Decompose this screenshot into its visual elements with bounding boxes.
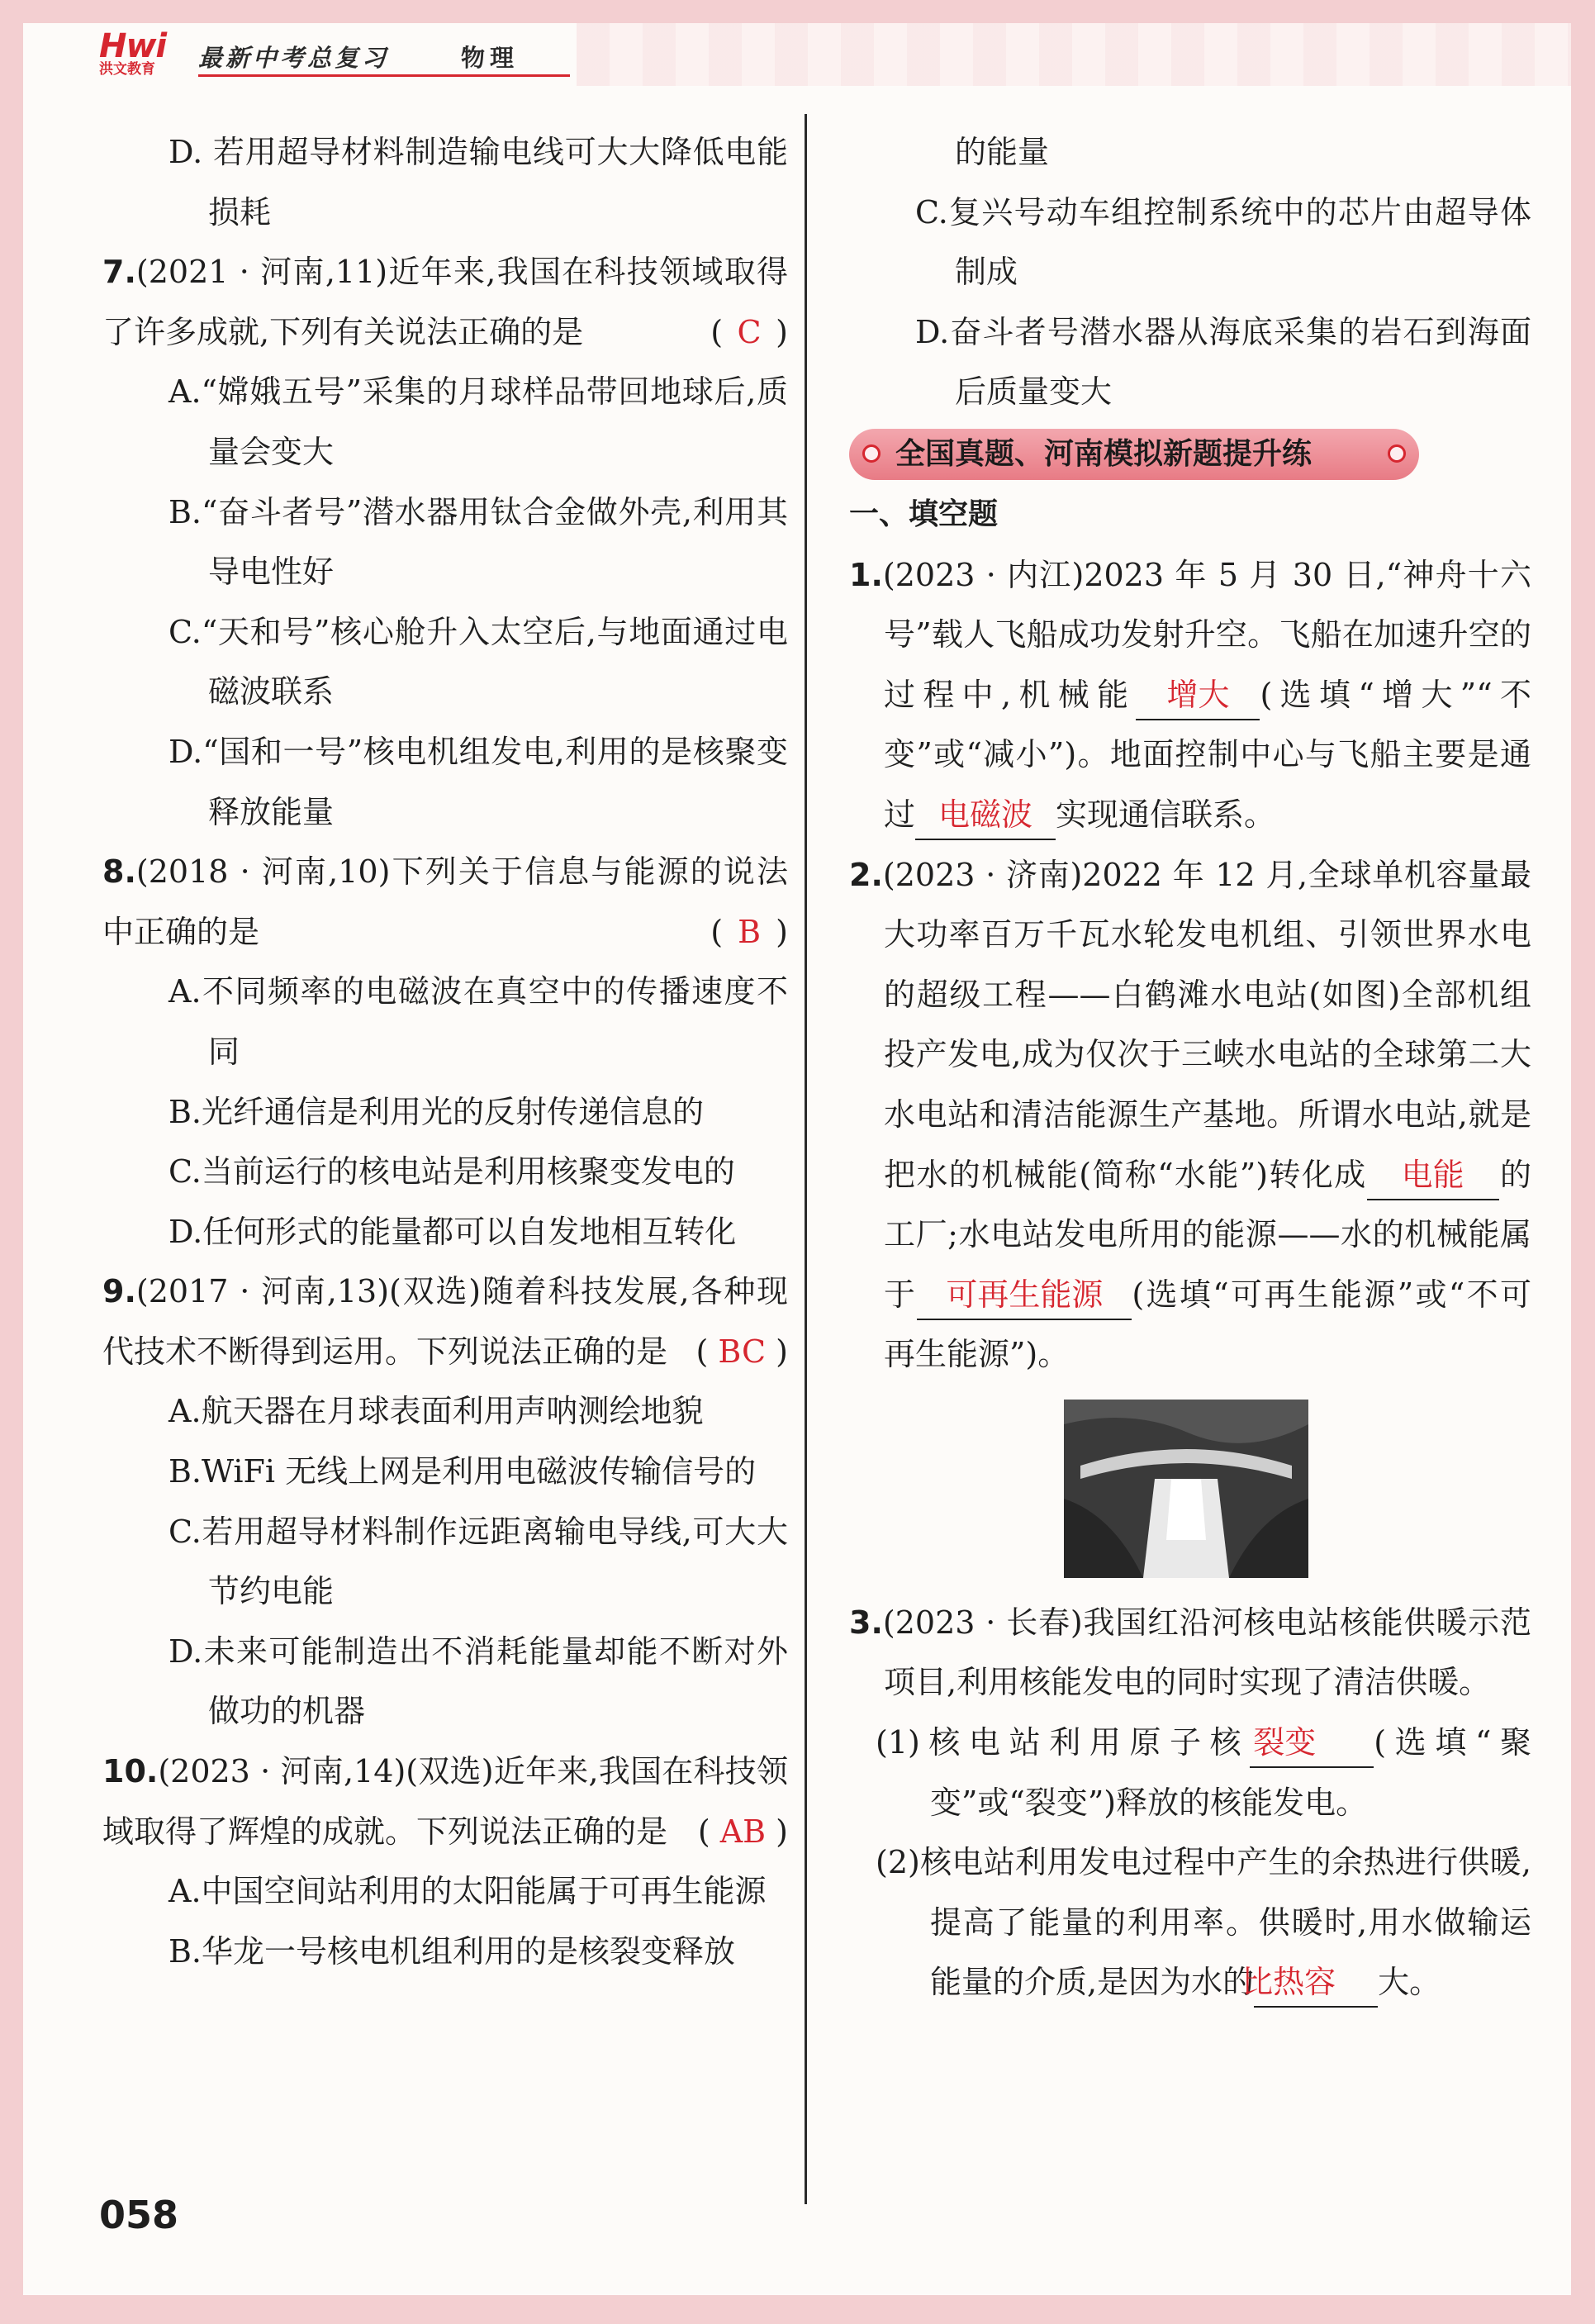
banner-dot-right (1388, 444, 1406, 463)
banner-title: 全国真题、河南模拟新题提升练 (895, 436, 1313, 471)
option-c: C.复兴号动车组控制系统中的芯片由超导体制成 (915, 193, 1531, 291)
question-number: 9. (102, 1273, 136, 1310)
page-number: 058 (99, 2193, 179, 2237)
question-stem: (2021 · 河南,11)近年来,我国在科技领域取得了许多成就,下列有关说法正确的是 (102, 254, 788, 350)
question-number: 2. (849, 856, 883, 893)
section-banner (849, 429, 1419, 480)
column-divider (805, 114, 807, 2204)
answer-bracket: ( C ) (710, 302, 788, 363)
right-column (849, 122, 1531, 2013)
question-stem: (2017 · 河南,13)(双选)随着科技发展,各种现代技术不断得到运用。下列说法正确的是 (102, 1273, 788, 1370)
answer-blank: 比热容 (1254, 1958, 1378, 2008)
question-8 (102, 842, 788, 962)
section-heading: 一、填空题 (849, 497, 999, 531)
answer: B (738, 913, 762, 950)
option-a: A.航天器在月球表面利用声呐测绘地貌 (169, 1393, 704, 1430)
page (23, 23, 1571, 2295)
option-b: B.光纤通信是利用光的反射传递信息的 (169, 1093, 705, 1130)
answer: C (737, 313, 762, 350)
option-d: D.奋斗者号潜水器从海底采集的岩石到海面后质量变大 (915, 313, 1531, 411)
dam-photo (1064, 1400, 1308, 1578)
option-b: B.华龙一号核电机组利用的是核裂变释放 (169, 1932, 736, 1970)
option-b: B.WiFi 无线上网是利用电磁波传输信号的 (169, 1453, 757, 1490)
left-column (102, 122, 788, 1981)
option-b: B.“奋斗者号”潜水器用钛合金做外壳,利用其导电性好 (169, 493, 788, 591)
banner-dot-left (862, 444, 881, 463)
answer-blank: 电磁波 (915, 791, 1056, 840)
option-d: D.未来可能制造出不消耗能量却能不断对外做功的机器 (169, 1633, 788, 1730)
logo-mark: Hwi (99, 27, 167, 65)
page-header (23, 23, 1571, 86)
answer-bracket: ( BC ) (695, 1322, 788, 1382)
answer-blank: 电能 (1367, 1151, 1499, 1200)
sub-question-1: (1)核电站利用原子核 裂变 (选填“聚变”或“裂变”)释放的核能发电。 (849, 1713, 1531, 1832)
question-7 (102, 242, 788, 362)
answer: BC (718, 1333, 767, 1370)
answer-blank: 裂变 (1250, 1718, 1374, 1768)
publisher-logo (99, 27, 190, 83)
book-title: 最新中考总复习 (198, 44, 390, 72)
option-c: C.当前运行的核电站是利用核聚变发电的 (169, 1153, 735, 1191)
option-c: C.若用超导材料制作远距离输电导线,可大大节约电能 (169, 1513, 788, 1610)
question-number: 10. (102, 1753, 159, 1790)
option-a: A.“嫦娥五号”采集的月球样品带回地球后,质量会变大 (169, 373, 788, 470)
subject-label: 物理 (461, 44, 520, 72)
option-a: A.不同频率的电磁波在真空中的传播速度不同 (169, 973, 788, 1070)
question-stem: (2023 · 河南,14)(双选)近年来,我国在科技领域取得了辉煌的成就。下列说法正确的是 (102, 1753, 788, 1850)
answer-blank: 可再生能源 (917, 1271, 1132, 1320)
option-d-carryover: D. 若用超导材料制造输电线可大大降低电能损耗 (169, 134, 788, 230)
header-underline (198, 74, 570, 77)
question-stem: (2018 · 河南,10)下列关于信息与能源的说法中正确的是 (102, 853, 788, 950)
question-2: 2.(2023 · 济南)2022 年 12 月,全球单机容量最大功率百万千瓦水轮发电机组、引领世界水电的超级工程——白鹤滩水电站(如图)全部机组投产发电,成为仅次于三峡水电站的全球第二大水电站和清洁能源生产基地。所谓水电站,就是把水的机械能(简称“水能”)转化成 电能 的工厂;水电站发电所用的能源——水的机械能属于 可再生能源 (选填“可再生能源”或“不可再生能源”)。 (849, 856, 1531, 1373)
option-d: D.“国和一号”核电机组发电,利用的是核聚变释放能量 (169, 733, 788, 830)
logo-name: 洪文教育 (99, 61, 155, 78)
answer-blank: 增大 (1136, 671, 1260, 720)
sub-question-2: (2)核电站利用发电过程中产生的余热进行供暖,提高了能量的利用率。供暖时,用水做输运能量的介质,是因为水的比热容 大。 (849, 1832, 1531, 2013)
question-3: 3.(2023 · 长春)我国红沿河核电站核能供暖示范项目,利用核能发电的同时实现了清洁供暖。 (849, 1604, 1531, 1701)
question-number: 8. (102, 853, 136, 891)
dam-photo-image (1064, 1400, 1308, 1578)
answer-bracket: ( AB ) (698, 1802, 788, 1862)
option-b-carryover: 的能量 (955, 134, 1050, 170)
question-10 (102, 1742, 788, 1861)
question-9 (102, 1262, 788, 1381)
option-a: A.中国空间站利用的太阳能属于可再生能源 (169, 1873, 767, 1910)
header-stripe (577, 23, 1571, 86)
answer-bracket: ( B ) (710, 902, 788, 962)
question-number: 3. (849, 1604, 883, 1641)
question-number: 7. (102, 254, 136, 291)
answer: AB (719, 1813, 767, 1850)
option-c: C.“天和号”核心舱升入太空后,与地面通过电磁波联系 (169, 613, 788, 711)
question-1: 1.(2023 · 内江)2023 年 5 月 30 日,“神舟十六号”载人飞船成功发射升空。飞船在加速升空的过程中,机械能 增大 (选填“增大”“不变”或“减小”)。地面控制中心与飞船主要是通过 电磁波 实现通信联系。 (849, 545, 1531, 845)
option-d: D.任何形式的能量都可以自发地相互转化 (169, 1213, 737, 1250)
question-number: 1. (849, 556, 883, 593)
